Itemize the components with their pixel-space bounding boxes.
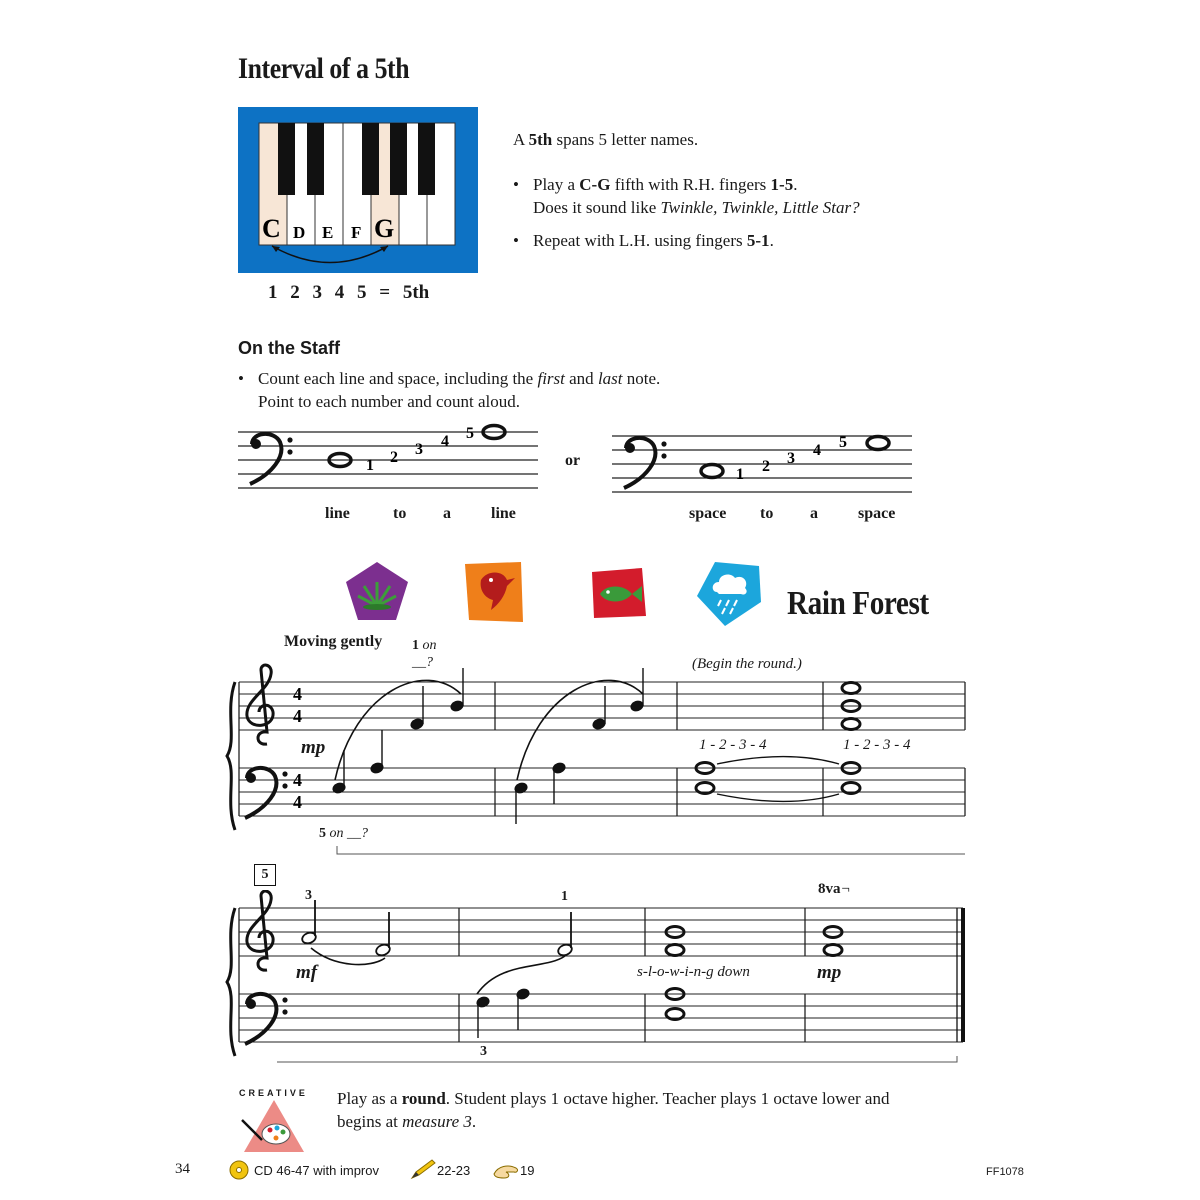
- brace: [227, 682, 235, 830]
- rh-finger-question: 1 on: [412, 638, 437, 653]
- catalog-code: FF1078: [986, 1166, 1024, 1178]
- staff-instructions: • Count each line and space, including the first and last note. Point to each number and count aloud.: [238, 369, 661, 411]
- black-key-5: [418, 123, 435, 195]
- brace: [227, 908, 235, 1056]
- piece-title: Rain Forest: [787, 585, 929, 622]
- bullet-list: [513, 173, 933, 252]
- dynamic-mf: mf: [296, 962, 318, 983]
- word-line-2: line: [491, 505, 516, 522]
- finger-3-lh: 3: [480, 1044, 487, 1059]
- staff-num-3: 3: [415, 441, 423, 458]
- whole-note-end: [867, 437, 889, 450]
- staff-num-2: 2: [390, 449, 398, 466]
- staff-num-1: 1: [366, 457, 374, 474]
- hand-pages: 19: [520, 1163, 535, 1178]
- page-number: 34: [175, 1161, 190, 1177]
- creative-label: CREATIVE: [239, 1088, 308, 1098]
- key-letter-f: F: [351, 223, 362, 242]
- tempo-marking: Moving gently: [284, 633, 383, 650]
- slowing-down-text: s-l-o-w-i-n-g down: [637, 964, 750, 980]
- bullet-repeat-lh: • Repeat with L.H. using fingers 5-1.: [513, 231, 774, 250]
- octave-bracket: [337, 846, 965, 854]
- count-4: 4: [334, 282, 345, 303]
- fifth-result: 5th: [402, 282, 430, 303]
- word-to-1: to: [393, 505, 407, 522]
- tie-lower: [717, 794, 839, 802]
- count-measure-3: 1 - 2 - 3 - 4: [699, 737, 767, 753]
- dynamic-mp-end: mp: [817, 962, 842, 983]
- hand-icon: [492, 1160, 520, 1180]
- count-5: 5: [357, 282, 367, 303]
- count-2: 2: [290, 282, 300, 303]
- black-key-1: [278, 123, 295, 195]
- key-letter-e: E: [322, 223, 334, 242]
- section-heading-on-the-staff: On the Staff: [238, 338, 340, 358]
- slur-m6: [477, 956, 565, 994]
- keyboard-illustration: [238, 107, 478, 273]
- cd-icon: [228, 1160, 250, 1180]
- time-sig-treble-bottom: 4: [293, 706, 302, 726]
- finger-count-row: [268, 282, 429, 304]
- word-space-2: space: [858, 505, 896, 522]
- staff-num-2: 2: [762, 458, 770, 475]
- page-title: Interval of a 5th: [238, 52, 410, 85]
- creative-instructions: Play as a round. Student plays 1 octave higher. Teacher plays 1 octave lower and begins at measure 3.: [337, 1089, 890, 1131]
- black-key-3: [362, 123, 379, 195]
- system-2-grand-staff: [225, 890, 970, 1075]
- grass-pentagon-icon: [344, 560, 410, 622]
- cd-tracks: CD 46-47 with improv: [254, 1163, 379, 1178]
- staff-num-4: 4: [441, 433, 449, 450]
- equals-sign: =: [379, 282, 391, 303]
- rh-finger-blank: __?: [412, 655, 433, 670]
- bass-clef-icon: [245, 994, 288, 1044]
- octave-bracket-2: [277, 1056, 957, 1062]
- key-letter-c: C: [262, 214, 281, 243]
- whole-note-start: [701, 465, 723, 478]
- staff-num-4: 4: [813, 442, 821, 459]
- pencil-icon: [410, 1158, 436, 1180]
- tie-upper: [717, 757, 839, 765]
- treble-clef-icon: [247, 665, 273, 744]
- word-a-2: a: [810, 505, 818, 522]
- begin-round-label: (Begin the round.): [692, 656, 802, 672]
- staff-num-3: 3: [787, 450, 795, 467]
- word-space-1: space: [689, 505, 727, 522]
- count-1: 1: [268, 282, 278, 303]
- dynamic-mp: mp: [301, 737, 326, 758]
- black-key-4: [390, 123, 407, 195]
- intro-line: A 5th spans 5 letter names.: [513, 130, 699, 149]
- ottava-marking: 8va¬: [818, 881, 851, 897]
- word-a-1: a: [443, 505, 451, 522]
- measure-number-box: 5: [254, 864, 276, 886]
- count-measure-4: 1 - 2 - 3 - 4: [843, 737, 911, 753]
- key-letter-d: D: [293, 223, 306, 242]
- treble-clef-icon: [247, 891, 273, 970]
- time-sig-bass-top: 4: [293, 770, 302, 790]
- fish-tile-icon: [590, 566, 648, 620]
- or-label: or: [565, 452, 581, 469]
- pencil-pages: 22-23: [437, 1163, 471, 1178]
- bullet-play-fifth: • Play a C-G fifth with R.H. fingers 1-5. Does it sound like Twinkle, Twinkle, Little Star?: [513, 175, 860, 217]
- bird-tile-icon: [463, 560, 525, 624]
- key-letter-g: G: [374, 214, 395, 243]
- staff-num-5: 5: [466, 425, 474, 442]
- bass-clef-icon: [250, 434, 293, 484]
- finger-1-rh: 1: [561, 889, 568, 904]
- word-to-2: to: [760, 505, 774, 522]
- lh-finger-question: 5 on __?: [319, 826, 368, 841]
- time-sig-bass-bottom: 4: [293, 792, 302, 812]
- finger-3-rh: 3: [305, 888, 312, 903]
- black-key-2: [307, 123, 324, 195]
- word-line-1: line: [325, 505, 350, 522]
- bass-clef-icon: [624, 438, 667, 488]
- staff-num-5: 5: [839, 434, 847, 451]
- count-3: 3: [312, 282, 322, 303]
- time-sig-treble-top: 4: [293, 684, 302, 704]
- creative-palette-icon: [240, 1098, 306, 1154]
- staff-line-to-line: [238, 422, 543, 502]
- staff-num-1: 1: [736, 466, 744, 483]
- rain-cloud-tile-icon: [695, 560, 763, 628]
- bass-clef-icon: [245, 768, 288, 818]
- staff-space-to-space: [612, 422, 917, 502]
